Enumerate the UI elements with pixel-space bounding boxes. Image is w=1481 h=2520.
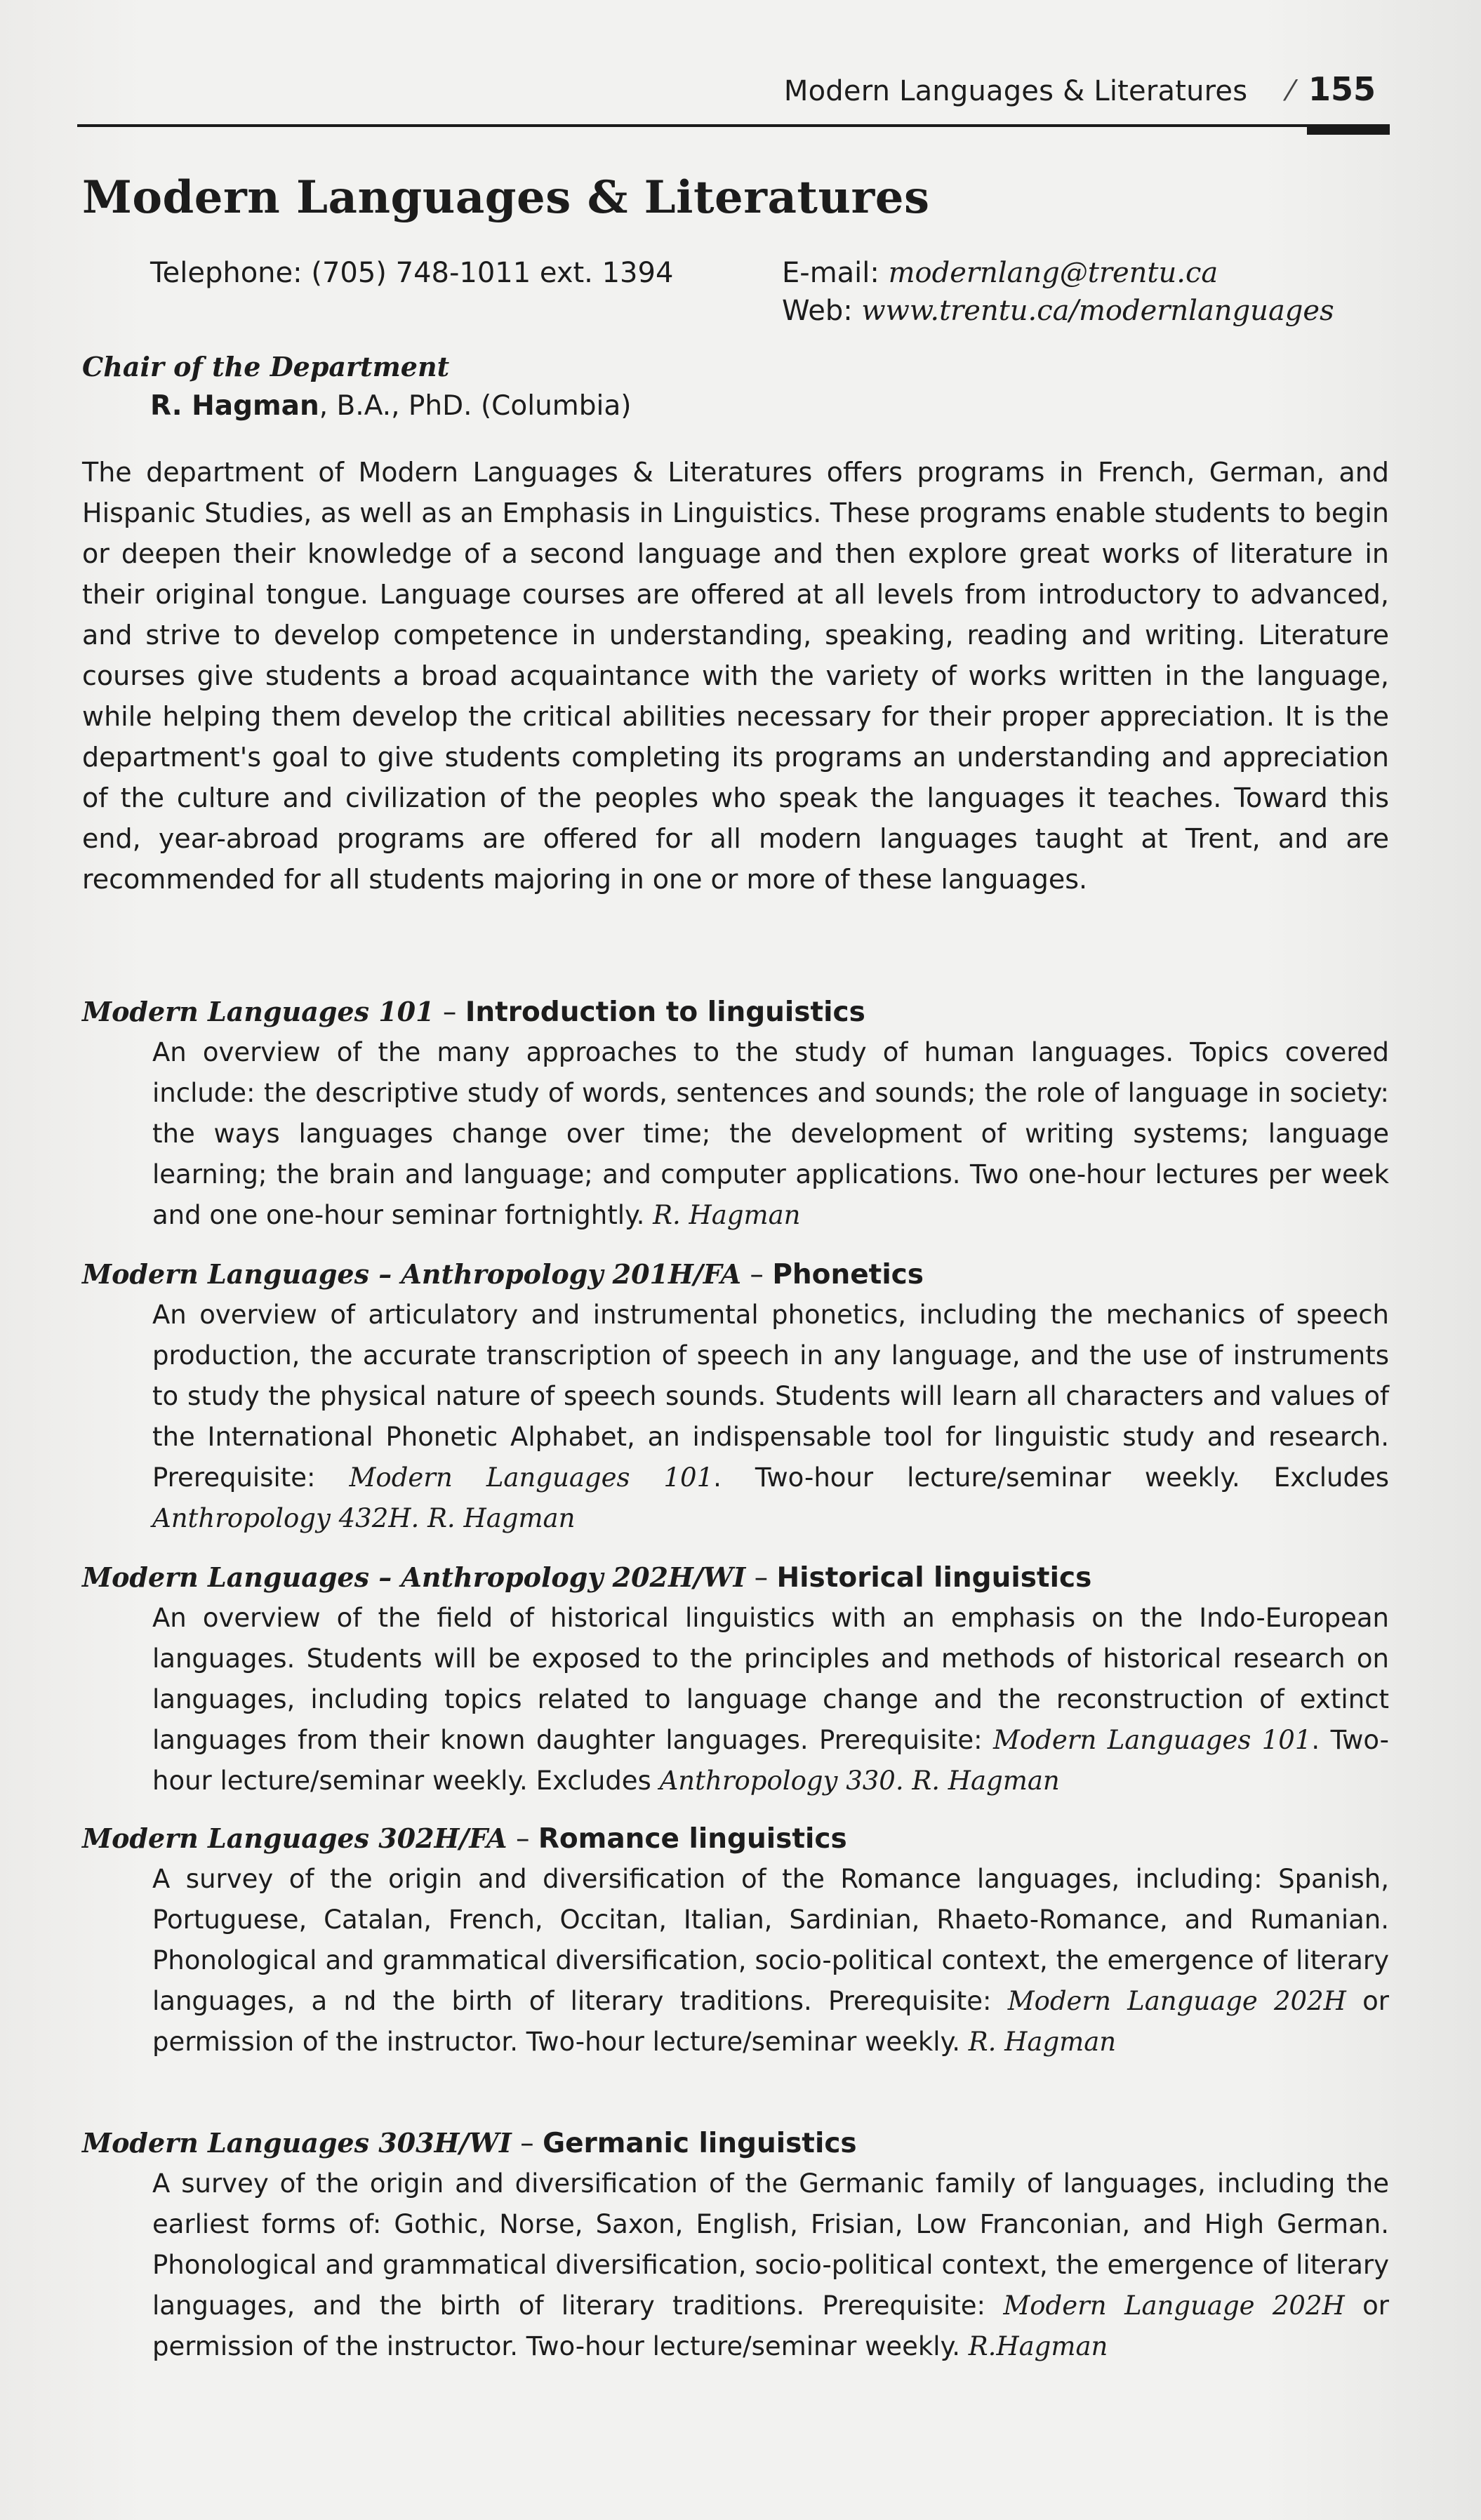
header-rule: [77, 124, 1390, 127]
header-rule-tab: [1307, 125, 1390, 135]
chair-heading: Chair of the Department: [82, 351, 450, 382]
course-heading: [82, 1255, 1389, 1295]
course-desc-text: or permission of the instructor. Two-hour lecture/seminar weekly.: [152, 2291, 1389, 2361]
course-code: Modern Languages 302H/FA: [82, 1822, 507, 1854]
course-prerequisite: Modern Language 202H: [1007, 1986, 1346, 2016]
running-header: [784, 70, 1376, 108]
course-heading: [82, 1558, 1389, 1598]
course-code: Modern Languages – Anthropology 202H/WI: [82, 1561, 746, 1593]
course-description: [152, 1032, 1389, 1236]
chair-name: R. Hagman: [150, 390, 319, 422]
course-description: [152, 1295, 1389, 1539]
email-label: E-mail:: [782, 257, 879, 289]
course-title: Germanic linguistics: [543, 2128, 857, 2159]
course-instructor: R. Hagman: [653, 1200, 801, 1230]
course-excludes: Anthropology 432H: [152, 1503, 411, 1533]
course-title: Romance linguistics: [538, 1823, 847, 1855]
course-period: .: [411, 1503, 420, 1533]
course-description: [152, 1598, 1389, 1801]
email-link[interactable]: modernlang@trentu.ca: [888, 257, 1218, 289]
course-title: Historical linguistics: [776, 1562, 1092, 1594]
course-dash: –: [750, 1259, 764, 1291]
course-instructor: R. Hagman: [912, 1766, 1060, 1796]
course-heading: [82, 992, 1389, 1032]
page-number: 155: [1308, 70, 1376, 108]
chair-line: [150, 390, 632, 422]
header-section-title: Modern Languages & Literatures: [783, 75, 1248, 107]
course-desc-text: A survey of the origin and diversification of the Romance languages, including: Spanish, Portuguese, Catalan, French, Occitan, Italian, Sardinian, Rhaeto-Romance, and Rumanian. Phonological and grammatical diversification, socio-political context, the emergence of literary languages, a nd the birth of literary traditions. Prerequisite:: [152, 1864, 1389, 2016]
course-desc-text: or permission of the instructor. Two-hour lecture/seminar weekly.: [152, 1986, 1389, 2057]
course-instructor: R. Hagman: [427, 1503, 576, 1533]
course-entry: [82, 1558, 1389, 1801]
web-link[interactable]: www.trentu.ca/modernlanguages: [861, 295, 1334, 327]
course-dash: –: [515, 1823, 530, 1855]
course-heading: [82, 1819, 1389, 1859]
course-code: Modern Languages 101: [82, 996, 434, 1027]
course-heading: [82, 2124, 1389, 2164]
course-desc-text: An overview of the many approaches to the study of human languages. Topics covered include: the descriptive study of words, sentences and sounds; the role of language in society: the ways languages change over time; the development of writing systems; language learning; the brain and language; and computer applications. Two one-hour lectures per week and one one-hour seminar fortnightly.: [152, 1037, 1389, 1230]
web-label: Web:: [782, 295, 853, 327]
course-desc-text: . Two-hour lecture/seminar weekly. Excludes: [713, 1462, 1389, 1493]
course-entry: [82, 2124, 1389, 2367]
course-instructor: R.Hagman: [968, 2331, 1108, 2361]
course-excludes: Anthropology 330: [659, 1766, 896, 1796]
course-title: Introduction to linguistics: [465, 996, 865, 1028]
course-title: Phonetics: [772, 1259, 924, 1291]
course-dash: –: [442, 996, 457, 1028]
course-entry: [82, 1819, 1389, 2062]
page-title: Modern Languages & Literatures: [82, 171, 930, 224]
course-prerequisite: Modern Language 202H: [1003, 2291, 1345, 2321]
course-code: Modern Languages 303H/WI: [82, 2127, 512, 2159]
telephone-label: Telephone:: [150, 257, 303, 289]
course-instructor: R. Hagman: [968, 2027, 1117, 2057]
course-desc-text: A survey of the origin and diversification of the Germanic family of languages, including the earliest forms of: Gothic, Norse, Saxon, English, Frisian, Low Franconian, and High German. Phonological and grammatical diversification, socio-political context, the emergence of literary languages, and the birth of literary traditions. Prerequisite:: [152, 2168, 1389, 2321]
course-period: .: [895, 1766, 904, 1796]
telephone-value: (705) 748-1011 ext. 1394: [311, 257, 674, 289]
course-entry: [82, 1255, 1389, 1539]
course-prerequisite: Modern Languages 101: [349, 1462, 714, 1493]
course-code: Modern Languages – Anthropology 201H/FA: [82, 1258, 741, 1290]
course-desc-text: An overview of articulatory and instrumental phonetics, including the mechanics of speech production, the accurate transcription of speech in any language, and the use of instruments to study the physical nature of speech sounds. Students will learn all characters and values of the International Phonetic Alphabet, an indispensable tool for linguistic study and research. Prerequisite:: [152, 1300, 1389, 1493]
course-description: [152, 1859, 1389, 2062]
course-description: [152, 2164, 1389, 2367]
chair-credentials: , B.A., PhD. (Columbia): [319, 390, 632, 422]
course-dash: –: [520, 2128, 534, 2159]
course-dash: –: [754, 1562, 769, 1594]
web-line: [782, 292, 1334, 330]
course-desc-text: . Two-hour lecture/seminar weekly. Excludes: [152, 1725, 1390, 1796]
course-entry: [82, 992, 1389, 1236]
telephone-line: [150, 254, 673, 292]
email-line: [782, 254, 1218, 292]
department-intro: The department of Modern Languages & Literatures offers programs in French, German, and Hispanic Studies, as well as an Emphasis in Linguistics. These programs enable students to begin or deepen their knowledge of a second language and then explore great works of literature in their original tongue. Language courses are offered at all levels from introductory to advanced, and strive to develop competence in understanding, speaking, reading and writing. Literature courses give students a broad acquaintance with the variety of works written in the language, while helping them develop the critical abilities necessary for their proper appreciation. It is the department's goal to give students completing its programs an understanding and appreciation of the culture and civilization of the peoples who speak the languages it teaches. Toward this end, year-abroad programs are offered for all modern languages taught at Trent, and are recommended for all students majoring in one or more of these languages.: [82, 457, 1389, 895]
header-separator: ⁄: [1288, 75, 1293, 107]
course-desc-text: An overview of the field of historical linguistics with an emphasis on the Indo-European languages. Students will be exposed to the principles and methods of historical research on languages, including topics related to language change and the reconstruction of extinct languages from their known daughter languages. Prerequisite:: [152, 1603, 1389, 1755]
course-prerequisite: Modern Languages 101: [993, 1725, 1312, 1755]
